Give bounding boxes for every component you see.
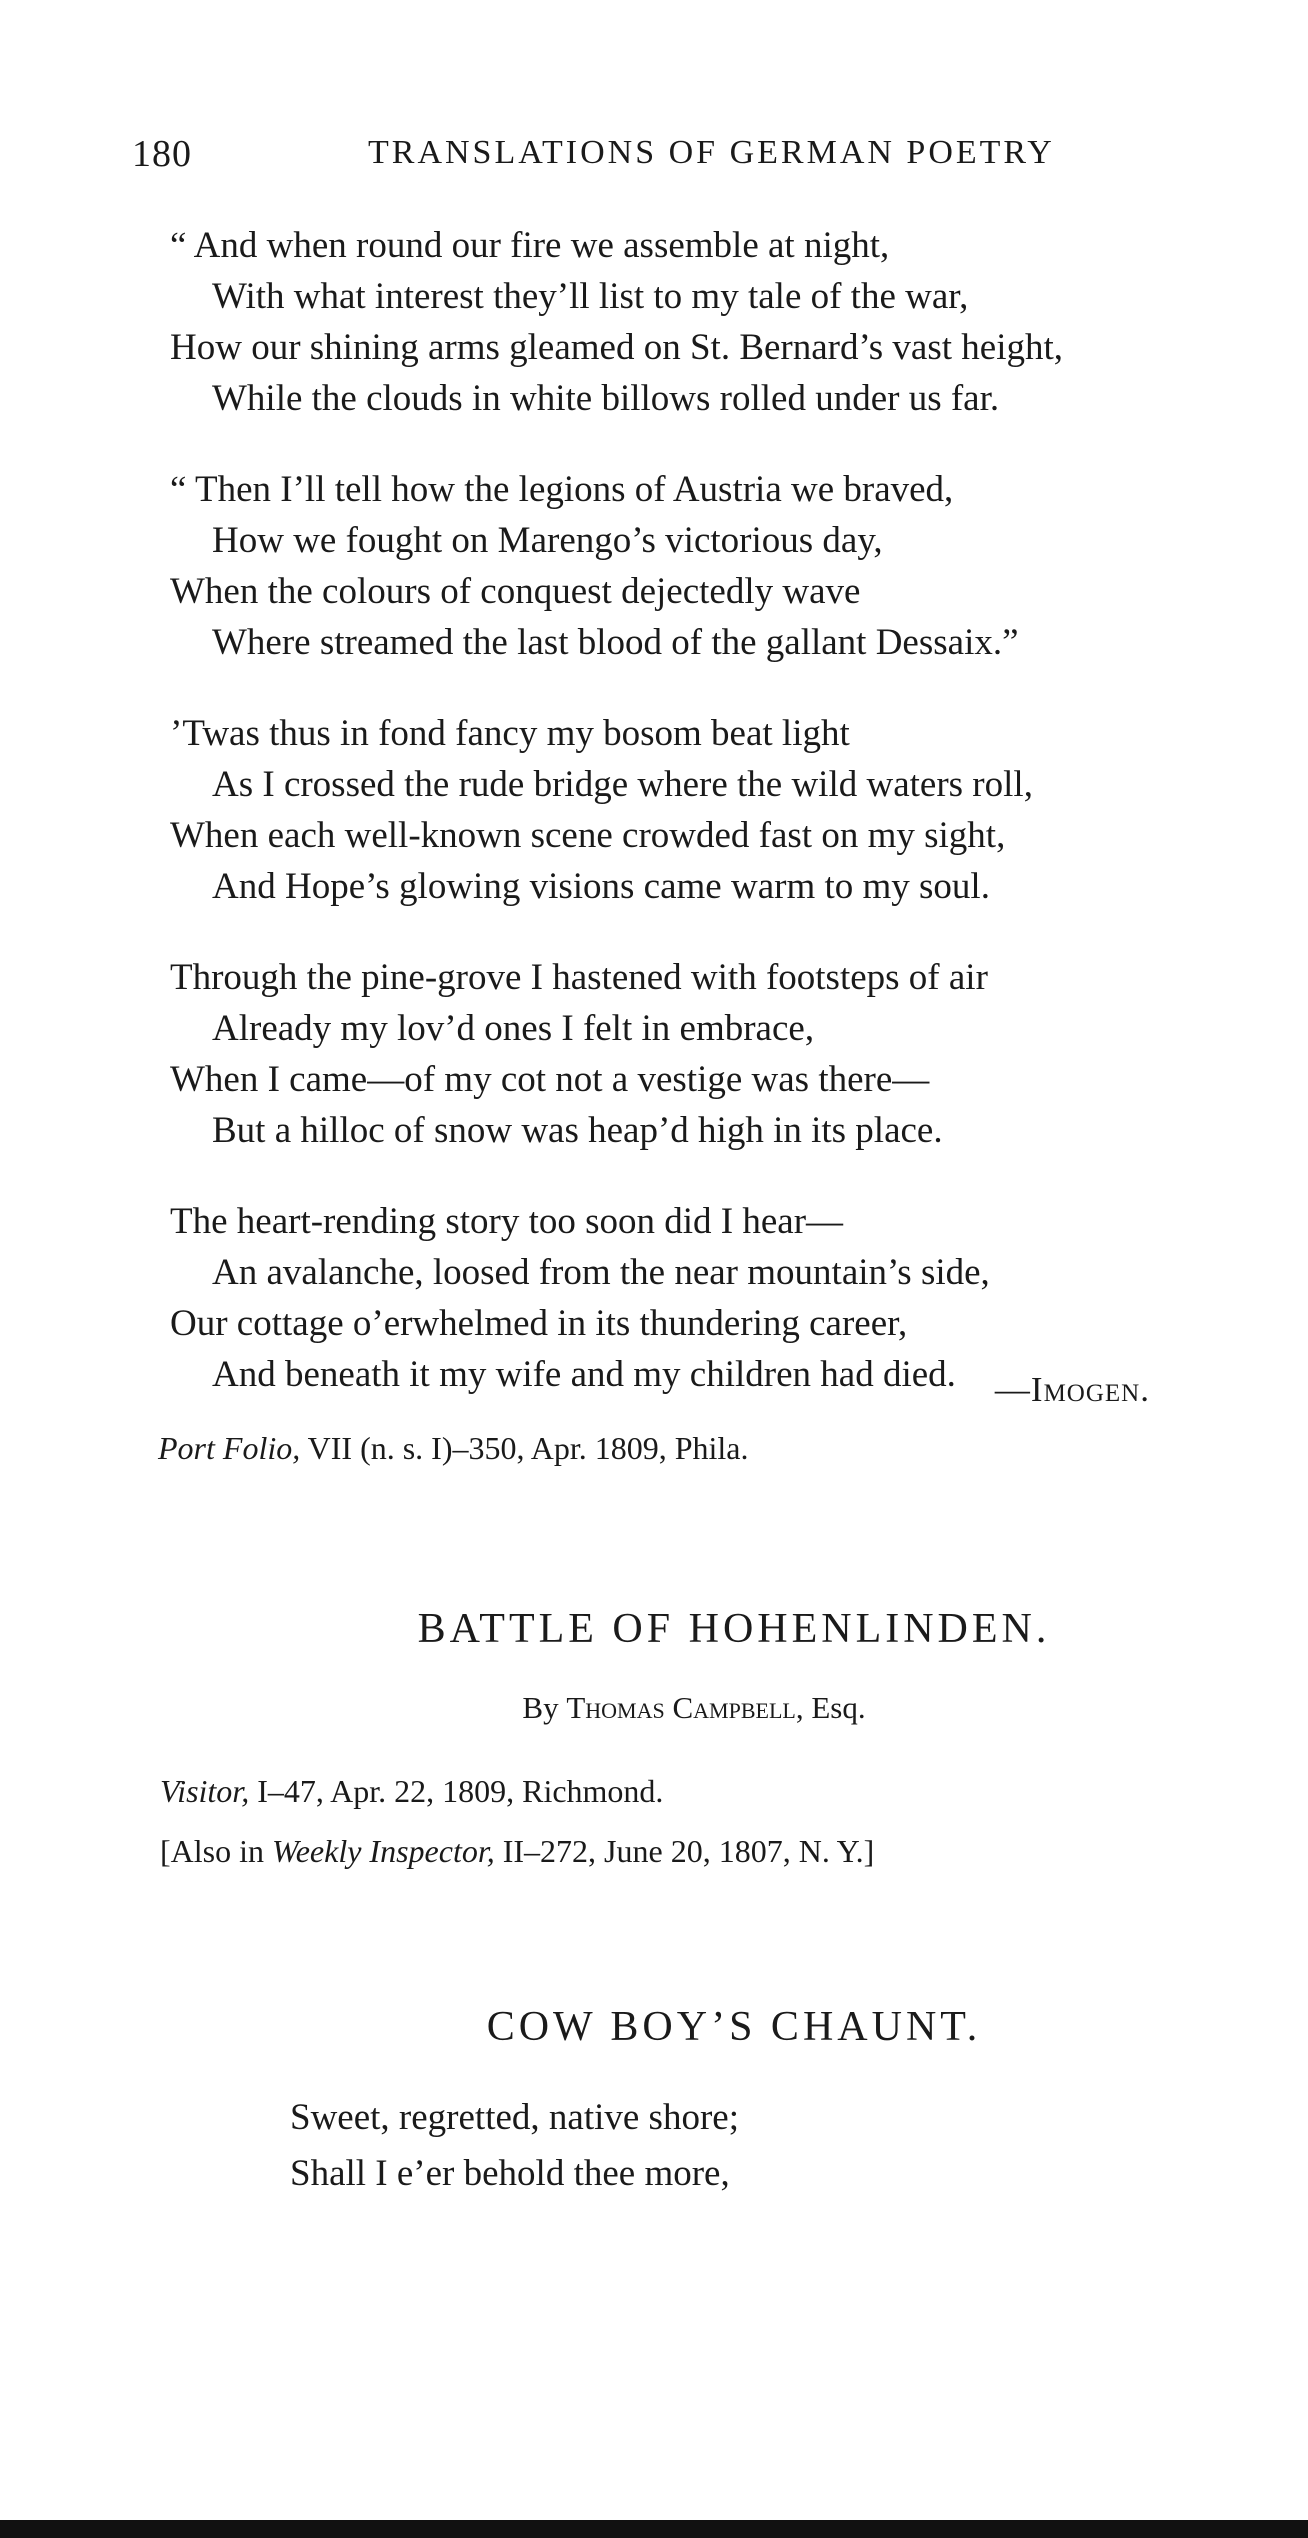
- byline: [0, 1690, 1308, 1726]
- poem-line: Shall I e’er behold thee more,: [290, 2153, 730, 2194]
- page-bottom-edge: [0, 2520, 1308, 2538]
- section-title-cow-boys-chaunt: COW BOY’S CHAUNT.: [486, 2004, 982, 2050]
- poem-line: Through the pine-grove I hastened with footsteps of air: [170, 957, 988, 998]
- poem-line: How we fought on Marengo’s victorious day,: [212, 520, 883, 561]
- poem-line: Our cottage o’erwhelmed in its thundering career,: [170, 1303, 908, 1344]
- running-title: TRANSLATIONS OF GERMAN POETRY: [368, 134, 1055, 171]
- citation-weekly-inspector: [160, 1833, 874, 1870]
- citation-visitor: [160, 1773, 663, 1810]
- poem-signature: [0, 1370, 1150, 1410]
- poem-line: An avalanche, loosed from the near mountain’s side,: [212, 1252, 990, 1293]
- citation-prefix: [Also in: [160, 1833, 272, 1869]
- poem-line: Already my lov’d ones I felt in embrace,: [212, 1008, 815, 1049]
- journal-title: Visitor,: [160, 1773, 250, 1809]
- poem-line: When I came—of my cot not a vestige was there—: [170, 1059, 930, 1100]
- author-name: Thomas Campbell,: [566, 1690, 804, 1725]
- poem-imogen: [0, 220, 1308, 1440]
- poem-line: Sweet, regretted, native shore;: [290, 2097, 739, 2138]
- journal-title: Port Folio,: [158, 1430, 301, 1466]
- stanza: [0, 952, 1308, 1156]
- poem-line: How our shining arms gleamed on St. Bernard’s vast height,: [170, 327, 1064, 368]
- section-title-hohenlinden: BATTLE OF HOHENLINDEN.: [417, 1606, 1051, 1652]
- poem-line: As I crossed the rude bridge where the wild waters roll,: [212, 764, 1033, 805]
- poem-line: And beneath it my wife and my children had died.: [212, 1354, 956, 1395]
- poem-line: With what interest they’ll list to my tale of the war,: [212, 276, 969, 317]
- poem-line: But a hilloc of snow was heap’d high in its place.: [212, 1110, 943, 1151]
- stanza: [0, 464, 1308, 668]
- poem-line: When each well-known scene crowded fast on my sight,: [170, 815, 1006, 856]
- citation-details: II–272, June 20, 1807, N. Y.]: [494, 1833, 875, 1869]
- stanza: [0, 220, 1308, 424]
- stanza: [0, 708, 1308, 912]
- byline-suffix: Esq.: [803, 1690, 866, 1725]
- signature-text: —Imogen.: [994, 1370, 1150, 1409]
- poem-line: “ Then I’ll tell how the legions of Austria we braved,: [170, 469, 954, 510]
- poem-line: Where streamed the last blood of the gallant Dessaix.”: [212, 622, 1019, 663]
- page-header: [0, 132, 1308, 182]
- source-citation: [158, 1430, 749, 1467]
- byline-prefix: By: [522, 1690, 567, 1725]
- page-number: 180: [132, 133, 192, 175]
- journal-title: Weekly Inspector,: [272, 1833, 495, 1869]
- poem-line: While the clouds in white billows rolled under us far.: [212, 378, 1000, 419]
- poem-line: When the colours of conquest dejectedly wave: [170, 571, 861, 612]
- citation-details: VII (n. s. I)–350, Apr. 1809, Phila.: [300, 1430, 749, 1466]
- poem-line: And Hope’s glowing visions came warm to my soul.: [212, 866, 990, 907]
- poem-line: ’Twas thus in fond fancy my bosom beat light: [170, 713, 850, 754]
- citation-details: I–47, Apr. 22, 1809, Richmond.: [249, 1773, 664, 1809]
- poem-cow-boys-chaunt: [290, 2090, 739, 2202]
- poem-line: “ And when round our fire we assemble at night,: [170, 225, 890, 266]
- poem-line: The heart-rending story too soon did I hear—: [170, 1201, 844, 1242]
